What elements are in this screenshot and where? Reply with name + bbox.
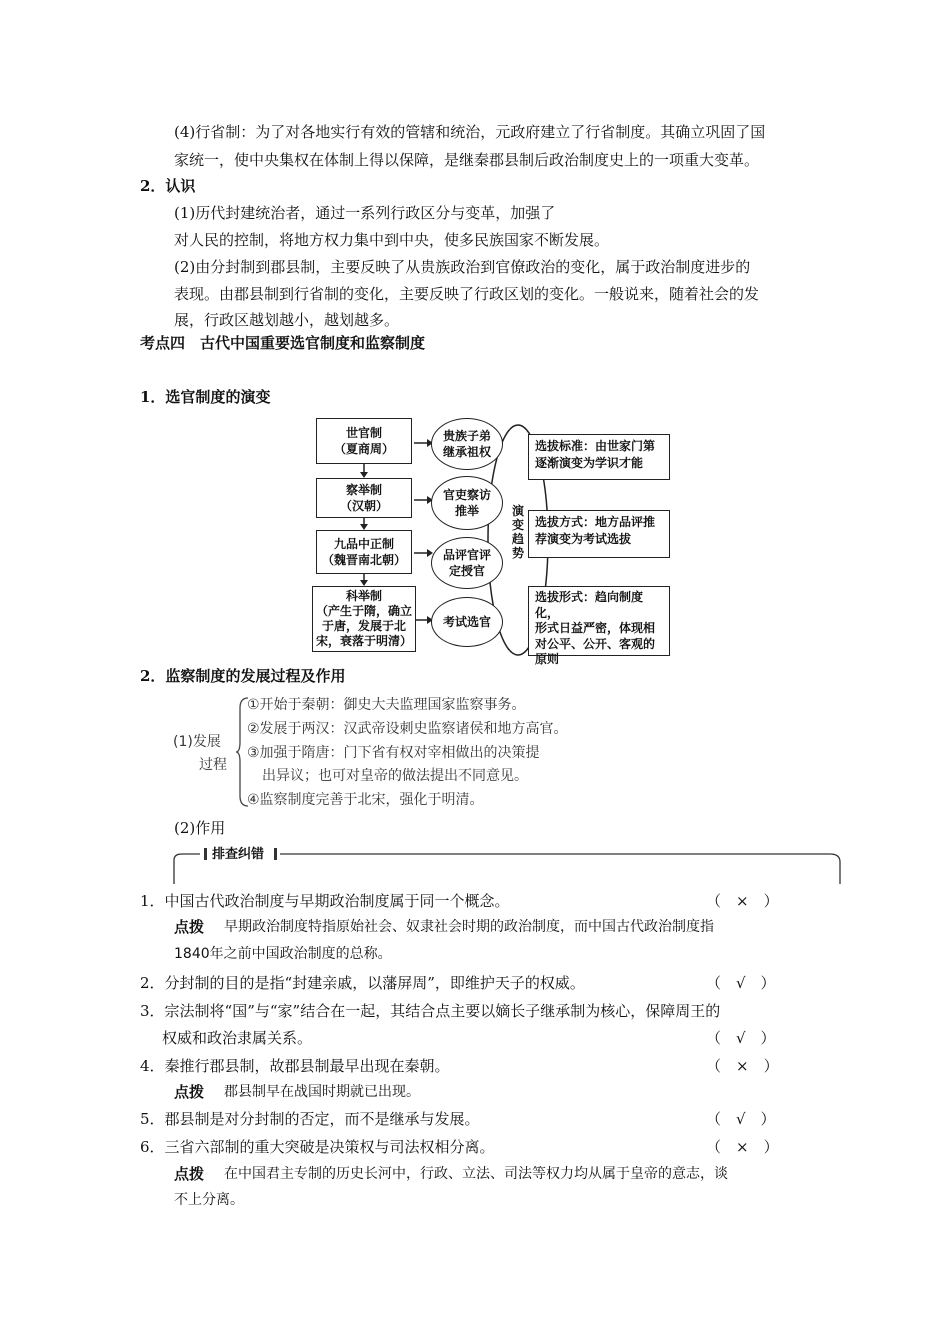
result-line: 选拔方式：地方品评推 (535, 515, 656, 529)
method-line: 继承祖权 (442, 445, 491, 459)
p4-line1: (4)行省制：为了对各地实行有效的管辖和统治，元政府建立了行省制度。其确立巩固了国 (174, 123, 766, 141)
sup-item-2: ②发展于两汉：汉武帝设刺史监察诸侯和地方高官。 (247, 721, 568, 737)
sup-item-4: ④监察制度完善于北宋，强化于明清。 (247, 792, 484, 808)
method-line: 定授官 (448, 564, 485, 578)
method-line: 推举 (454, 504, 479, 518)
hint-label: 点拨 (174, 1165, 205, 1183)
trend-label (510, 504, 526, 560)
check-text: 权威和政治隶属关系。 (162, 1029, 313, 1047)
system-box-keju (312, 586, 416, 652)
result-line: 形式日益严密，体现相 (535, 621, 656, 635)
hint-text: 1840年之前中国政治制度的总称。 (174, 946, 392, 962)
answer-mark: （ × ） (706, 1138, 779, 1156)
result-line: 选拔标准：由世家门第 (535, 439, 656, 453)
hint-text: 早期政治制度特指原始社会、奴隶社会时期的政治制度，而中国古代政治制度指 (224, 919, 714, 935)
hint-text: 在中国君主专制的历史长河中，行政、立法、司法等权力均从属于皇帝的意志，谈 (224, 1166, 728, 1182)
renshi-p2-line3: 展，行政区越划越小，越划越多。 (174, 311, 400, 329)
answer-mark: （ × ） (706, 1057, 779, 1075)
result-line: 对公平、公开、客观的 (535, 636, 656, 651)
trend-char: 变 (511, 518, 524, 532)
result-line: 逐渐演变为学识才能 (535, 456, 644, 470)
system-era: （汉朝） (339, 499, 388, 513)
answer-mark: （ √ ） (706, 974, 776, 992)
answer-mark: （ √ ） (706, 1110, 776, 1128)
keju-line: 宋，衰落于明清） (315, 634, 412, 648)
system-name: 世官制 (345, 426, 382, 440)
check-text: 5．郡县制是对分封制的否定，而不是继承与发展。 (140, 1110, 480, 1128)
system-name: 九品中正制 (333, 537, 394, 551)
result-line: 原则 (535, 652, 560, 666)
keju-line: 科举制 (345, 589, 382, 603)
trend-char: 势 (511, 546, 524, 560)
answer-mark: （ √ ） (706, 1029, 776, 1047)
method-oval-2 (431, 476, 503, 530)
keju-line: （产生于隋，确立 (315, 604, 412, 618)
section-sub1: 1．选官制度的演变 (140, 388, 271, 406)
hint-label: 点拨 (174, 1083, 205, 1101)
zuoyong-heading: (2)作用 (174, 819, 226, 837)
result-box-form (528, 586, 670, 666)
method-oval-1 (431, 418, 503, 470)
result-box-standard (528, 434, 670, 480)
sup-item-3: ③加强于隋唐：门下省有权对宰相做出的决策提 (247, 745, 540, 761)
p4-line2: 家统一，使中央集权在体制上得以保障，是继秦郡县制后政治制度史上的一项重大变革。 (174, 151, 760, 169)
method-oval-3 (431, 537, 503, 589)
renshi-heading: 2．认识 (140, 177, 196, 195)
check-text: 3．宗法制将“国”与“家”结合在一起，其结合点主要以嫡长子继承制为核心，保障周王的 (140, 1002, 721, 1020)
check-text: 1．中国古代政治制度与早期政治制度属于同一个概念。 (140, 892, 510, 910)
sup-label-line2: 过程 (199, 757, 227, 773)
check-text: 6．三省六部制的重大突破是决策权与司法权相分离。 (140, 1138, 495, 1156)
system-box-shiguan (316, 418, 412, 464)
section-sub2: 2．监察制度的发展过程及作用 (140, 667, 346, 685)
method-line: 官吏察访 (442, 488, 491, 502)
system-box-jiupin (316, 530, 412, 574)
system-era: （夏商周） (333, 442, 394, 456)
check-text: 4．秦推行郡县制，故郡县制最早出现在秦朝。 (140, 1057, 450, 1075)
result-line: 荐演变为考试选拔 (535, 532, 632, 546)
hint-text: 郡县制早在战国时期就已出现。 (224, 1084, 420, 1100)
sup-item-1: ①开始于秦朝：御史大夫监理国家监察事务。 (247, 697, 526, 713)
trend-char: 趋 (511, 532, 524, 546)
renshi-p2-line1: (2)由分封制到郡县制，主要反映了从贵族政治到官僚政治的变化，属于政治制度进步的 (174, 258, 751, 276)
hint-label: 点拨 (174, 918, 205, 936)
system-box-chaju (316, 478, 412, 518)
method-line: 品评官评 (442, 548, 491, 562)
method-oval-4 (431, 597, 503, 647)
renshi-p1-line1: (1)历代封建统治者，通过一系列行政区分与变革，加强了 (174, 204, 556, 222)
banner-title: 排查纠错 (212, 847, 265, 862)
section-title: 考点四 古代中国重要选官制度和监察制度 (140, 334, 426, 352)
renshi-p2-line2: 表现。由郡县制到行省制的变化，主要反映了行政区划的变化。一般说来，随着社会的发 (174, 285, 760, 303)
method-line: 贵族子弟 (442, 429, 491, 443)
check-text: 2．分封制的目的是指“封建亲戚，以藩屏周”，即维护天子的权威。 (140, 974, 585, 992)
banner-frame (170, 846, 850, 886)
sup-item-3-cont: 出异议；也可对皇帝的做法提出不同意见。 (262, 768, 528, 784)
renshi-p1-line2: 对人民的控制，将地方权力集中到中央，使多民族国家不断发展。 (174, 231, 610, 249)
sup-label-line1: (1)发展 (173, 734, 221, 750)
system-name: 察举制 (345, 483, 382, 497)
result-box-method (528, 510, 670, 558)
trend-char: 演 (511, 504, 524, 518)
result-line: 选拔形式：趋向制度化， (535, 590, 644, 620)
keju-line: 于唐，发展于北 (321, 619, 406, 633)
hint-text: 不上分离。 (174, 1192, 244, 1208)
method-line: 考试选官 (442, 615, 491, 629)
answer-mark: （ × ） (706, 892, 779, 910)
system-era: （魏晋南北朝） (321, 553, 406, 567)
